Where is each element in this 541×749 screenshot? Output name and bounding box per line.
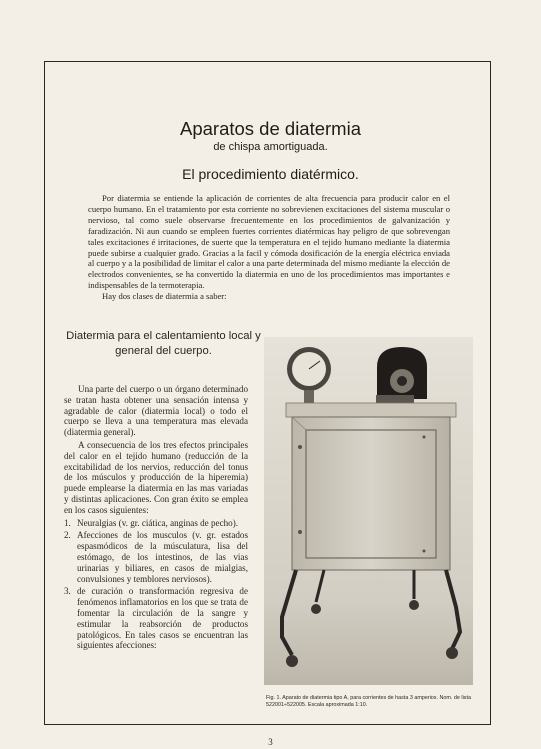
section-heading: El procedimiento diatérmico. <box>182 166 359 182</box>
intro-paragraph: Por diatermia se entiende la aplicación de corrientes de alta frecuencia para producir calor en el cuerpo humano. En el tratamiento por esta corriente no sobrevienen excitaciones del sistema muscular o nervioso, tal como suele observarse frecuentemente en los procedimientos de galvanización y faradización. Ni aun cuando se empleen fuertes corrientes diatérmicas hay peligro de que sobrevengan tales excitaciones é irritaciones, de suerte que la temperatura en el tejido humano mediante la diatermia puede subirse a cualquier grado. Gracias a la facil y cómoda dosificación de la energía eléctrica enviada al cuerpo y a la posibilidad de limitar el calor a una parte determinada del mismo mediante la elección de electrodos convenientes, se ha convertido la diatermia en uno de los procedimientos mas importantes e indispensables de la termoterapia. <box>88 193 450 291</box>
body-paragraph: A consecuencia de los tres efectos principales del calor en el tejido humano (reducción de la excitabilidad de los nervios, reducción del tonus de los músculos y producción de la hiperemia) puede emplearse la diatermia en las mas variadas y distintas aplicaciones. Con gran éxito se emplea en los casos siguientes: <box>64 439 248 515</box>
body-column <box>64 384 248 653</box>
list-number: 3. <box>64 586 71 597</box>
list-text: de curación o transformación regresiva de fenómenos inflamatorios en los que se trata de fomentar la circulación de la sangre y estimular la reabsorción de productos patológicos. En tales casos se encuentran las siguientes afecciones: <box>77 586 248 651</box>
page-subtitle: de chispa amortiguada. <box>213 141 328 153</box>
list-number: 1. <box>64 517 71 528</box>
diathermy-apparatus-photo <box>264 337 473 685</box>
intro-text <box>88 193 450 302</box>
intro-paragraph: Hay dos clases de diatermia a saber: <box>102 291 227 302</box>
list-number: 2. <box>64 530 71 541</box>
page-number: 3 <box>268 737 273 747</box>
figure-caption: Fig. 1. Aparato de diatermia tipo A, para corrientes de hasta 3 amperios. Nom. de lista 522001÷522005. Escala aproximada 1:10. <box>266 695 471 708</box>
page-title: Aparatos de diatermia <box>180 118 361 139</box>
body-paragraph: Una parte del cuerpo o un órgano determinado se tratan hasta obtener una sensación intensa y agradable de calor (diatermia local) o todo el cuerpo se lleva a una temperatura mas elevada (diatermia general). <box>64 384 248 438</box>
list-item <box>64 586 248 651</box>
subsection-title: Diatermia para el calentamiento local y general del cuerpo. <box>66 330 261 357</box>
list-text: Afecciones de los musculos (v. gr. estados espasmódicos de la músculatura, lisa del estómago, de los intestinos, de las vias urinarias y biliares, en casos de mialgias, convulsiones y temblores nerviosos). <box>77 530 248 584</box>
list-item <box>64 530 248 584</box>
apparatus-illustration <box>264 337 473 685</box>
list-item <box>64 518 248 529</box>
conditions-list <box>64 518 248 652</box>
list-text: Neuralgias (v. gr. ciática, anginas de pecho). <box>77 517 239 528</box>
